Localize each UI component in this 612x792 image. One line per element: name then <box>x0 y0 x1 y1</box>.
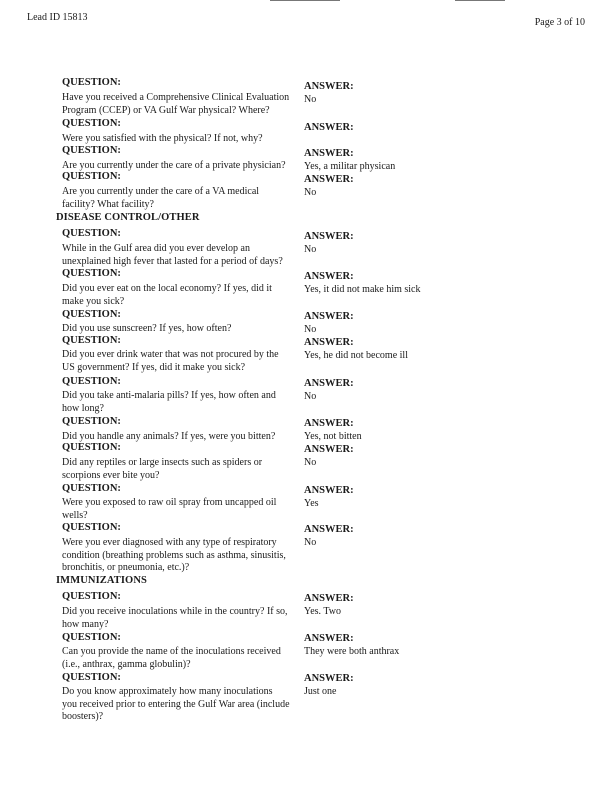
question-label: QUESTION: <box>62 483 121 494</box>
question-text: Are you currently under the care of a private physician? <box>62 160 286 171</box>
answer-label: ANSWER: <box>304 81 354 92</box>
answer-text: Yes, he did not become ill <box>304 350 408 361</box>
answer-label: ANSWER: <box>304 485 354 496</box>
question-text: Did you handle any animals? If yes, were you bitten? <box>62 431 276 442</box>
answer-label: ANSWER: <box>304 444 354 455</box>
question-text: Were you ever diagnosed with any type of respiratory condition (breathing problems such as asthma, sinusitis, bronchitis, or pneumonia, etc.)? <box>62 537 286 573</box>
answer-text: No <box>304 324 317 335</box>
answer-text: No <box>304 187 317 198</box>
answer-text: Yes. Two <box>304 606 342 617</box>
lead-id: Lead ID 15813 <box>27 12 88 23</box>
question-label: QUESTION: <box>62 416 121 427</box>
answer-text: No <box>304 537 317 548</box>
answer-text: No <box>304 244 317 255</box>
answer-label: ANSWER: <box>304 122 354 133</box>
question-label: QUESTION: <box>62 335 121 346</box>
question-text: Did you use sunscreen? If yes, how often? <box>62 323 232 334</box>
question-text: Did any reptiles or large insects such as spiders or scorpions ever bite you? <box>62 457 263 481</box>
question-label: QUESTION: <box>62 442 121 453</box>
question-text: While in the Gulf area did you ever develop an unexplained high fever that lasted for a period of days? <box>62 243 283 267</box>
question-text: Can you provide the name of the inoculations received (i.e., anthrax, gamma globulin)? <box>62 646 281 670</box>
question-label: QUESTION: <box>62 632 121 643</box>
page-number: Page 3 of 10 <box>534 17 585 28</box>
question-text: Have you received a Comprehensive Clinical Evaluation Program (CCEP) or VA Gulf War physical? Where? <box>62 92 290 116</box>
question-text: Did you ever eat on the local economy? If yes, did it make you sick? <box>62 283 272 307</box>
question-label: QUESTION: <box>62 268 121 279</box>
section-heading-disease-control: DISEASE CONTROL/OTHER <box>56 212 200 223</box>
answer-text: No <box>304 391 317 402</box>
question-text: Do you know approximately how many inoculations you received prior to entering the Gulf War area (include boosters)? <box>62 686 290 722</box>
answer-text: Just one <box>304 686 337 697</box>
answer-label: ANSWER: <box>304 524 354 535</box>
answer-label: ANSWER: <box>304 418 354 429</box>
question-label: QUESTION: <box>62 77 121 88</box>
answer-label: ANSWER: <box>304 311 354 322</box>
question-label: QUESTION: <box>62 309 121 320</box>
answer-text: Yes <box>304 498 319 509</box>
section-heading-immunizations: IMMUNIZATIONS <box>56 575 147 586</box>
question-text: Were you satisfied with the physical? If not, why? <box>62 133 263 144</box>
question-label: QUESTION: <box>62 672 121 683</box>
answer-label: ANSWER: <box>304 271 354 282</box>
answer-label: ANSWER: <box>304 148 354 159</box>
answer-label: ANSWER: <box>304 337 354 348</box>
answer-text: Yes, not bitten <box>304 431 362 442</box>
question-label: QUESTION: <box>62 145 121 156</box>
answer-label: ANSWER: <box>304 673 354 684</box>
question-text: Did you ever drink water that was not procured by the US government? If yes, did it make you sick? <box>62 349 279 373</box>
answer-label: ANSWER: <box>304 633 354 644</box>
question-text: Did you receive inoculations while in the country? If so, how many? <box>62 606 288 630</box>
scan-edge-mark <box>455 0 505 1</box>
answer-label: ANSWER: <box>304 174 354 185</box>
answer-text: No <box>304 457 317 468</box>
question-text: Did you take anti-malaria pills? If yes, how often and how long? <box>62 390 276 414</box>
question-label: QUESTION: <box>62 118 121 129</box>
answer-text: Yes, a militar physican <box>304 161 396 172</box>
question-label: QUESTION: <box>62 591 121 602</box>
question-text: Were you exposed to raw oil spray from uncapped oil wells? <box>62 497 277 521</box>
answer-text: They were both anthrax <box>304 646 400 657</box>
answer-text: No <box>304 94 317 105</box>
answer-label: ANSWER: <box>304 378 354 389</box>
question-label: QUESTION: <box>62 171 121 182</box>
question-label: QUESTION: <box>62 228 121 239</box>
question-text: Are you currently under the care of a VA medical facility? What facility? <box>62 186 260 210</box>
answer-label: ANSWER: <box>304 231 354 242</box>
question-label: QUESTION: <box>62 522 121 533</box>
question-label: QUESTION: <box>62 376 121 387</box>
answer-text: Yes, it did not make him sick <box>304 284 421 295</box>
answer-label: ANSWER: <box>304 593 354 604</box>
scan-edge-mark <box>270 0 340 1</box>
